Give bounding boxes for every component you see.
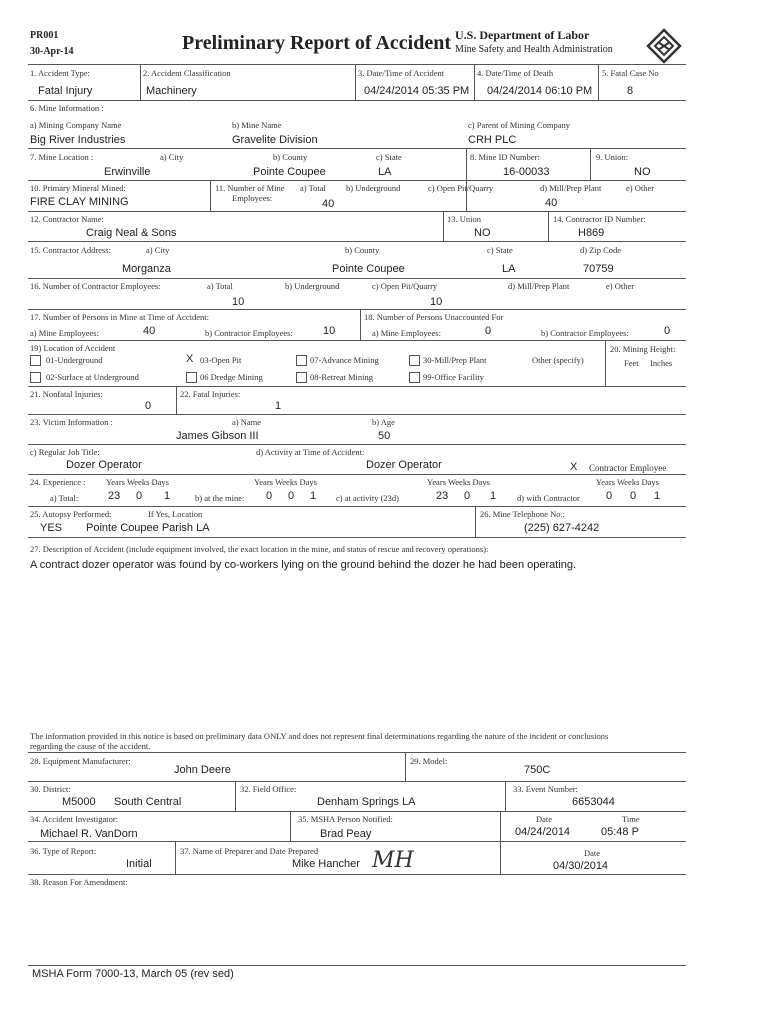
prepared-date-label: Date <box>584 848 601 858</box>
checkbox-surface[interactable] <box>30 372 41 383</box>
contractor-name-label: 12. Contractor Name: <box>30 214 104 224</box>
union-label: 9. Union: <box>596 152 629 162</box>
with-contractor-weeks: 0 <box>630 490 637 502</box>
option-other: Other (specify) <box>532 355 584 365</box>
union-value: NO <box>634 166 651 178</box>
state-value: LA <box>378 166 392 178</box>
feet-label: Feet <box>624 358 639 368</box>
death-time-value: 04/24/2014 06:10 PM <box>487 85 593 97</box>
option-open-pit: 03-Open Pit <box>200 355 242 365</box>
num-employees-label-2: Employees: <box>232 193 273 203</box>
fatal-case-label: 5. Fatal Case No <box>602 68 659 78</box>
agency-subtitle: Mine Safety and Health Administration <box>455 44 613 55</box>
accident-class-label: 2. Accident Classification <box>143 68 231 78</box>
event-number-value: 6653044 <box>572 796 615 808</box>
other-label: e) Other <box>626 183 655 193</box>
contractor-employees-label: 16. Number of Contractor Employees: <box>30 281 161 291</box>
investigator-label: 34. Accident Investigator: <box>30 814 119 824</box>
mineral-label: 10. Primary Mineral Mined: <box>30 183 126 193</box>
contractor-open-pit-value: 10 <box>430 296 443 308</box>
notice-line-1: The information provided in this notice is based on preliminary data ONLY and does not represent final determinations regarding the nature of the incident or conclusions <box>30 731 609 741</box>
preparer-initials: MH <box>372 848 414 873</box>
contractor-zip-value: 70759 <box>583 263 614 275</box>
at-activity-days: 1 <box>490 490 497 502</box>
description-label: 27. Description of Accident (include equipment involved, the exact location in the mine, and status of rescue and recovery operations): <box>30 544 489 554</box>
city-label: a) City <box>160 152 184 162</box>
report-type-value: Initial <box>126 858 152 870</box>
total-exp-days: 1 <box>164 490 171 502</box>
option-retreat: 08-Retreat Mining <box>310 372 374 382</box>
district-name: South Central <box>114 796 182 808</box>
death-time-label: 4. Date/Time of Death <box>477 68 554 78</box>
contractor-mill-label: d) Mill/Prep Plant <box>508 281 570 291</box>
contractor-open-pit-label: c) Open Pit/Quarry <box>372 281 438 291</box>
msha-notified-value: Brad Peay <box>320 828 372 840</box>
parent-label: c) Parent of Mining Company <box>468 120 570 130</box>
with-contractor-label: d) with Contractor <box>517 493 580 503</box>
ywd-header-4: Years Weeks Days <box>596 477 659 487</box>
contractor-state-label: c) State <box>487 245 513 255</box>
at-mine-years: 0 <box>266 490 273 502</box>
preparer-value: Mike Hancher <box>292 858 360 870</box>
notified-date-label: Date <box>536 814 553 824</box>
fatal-case-value: 8 <box>627 85 634 97</box>
amendment-label: 38. Reason For Amendment: <box>30 877 128 887</box>
accident-time-label: 3. Date/Time of Accident <box>358 68 445 78</box>
at-activity-weeks: 0 <box>464 490 471 502</box>
accident-time-value: 04/24/2014 05:35 PM <box>364 85 470 97</box>
victim-info-label: 23. Victim Information : <box>30 417 113 427</box>
contractor-zip-label: d) Zip Code <box>580 245 622 255</box>
contractor-union-value: NO <box>474 227 491 239</box>
unaccounted-label: 18. Number of Persons Unaccounted For <box>364 312 504 322</box>
contractor-id-value: H869 <box>578 227 605 239</box>
checkbox-underground[interactable] <box>30 355 41 366</box>
underground-label: b) Underground <box>346 183 401 193</box>
option-dredge: 06 Dredge Mining <box>200 372 263 382</box>
form-id: PR001 <box>30 30 59 41</box>
unaccounted-contractor-value: 0 <box>664 325 671 337</box>
option-office: 99-Office Facility <box>423 372 484 382</box>
agency-name: U.S. Department of Labor <box>455 28 590 42</box>
with-contractor-days: 1 <box>654 490 661 502</box>
option-underground: 01-Underground <box>46 355 103 365</box>
district-code: M5000 <box>62 796 96 808</box>
mine-id-value: 16-00033 <box>503 166 550 178</box>
page-title: Preliminary Report of Accident <box>182 32 452 54</box>
mine-phone-value: (225) 627-4242 <box>524 522 600 534</box>
victim-name-label: a) Name <box>232 417 262 427</box>
victim-age-label: b) Age <box>372 417 395 427</box>
contractor-address-label: 15. Contractor Address: <box>30 245 111 255</box>
contractor-employees-in-mine-label: b) Contractor Employees: <box>205 328 293 338</box>
contractor-underground-label: b) Underground <box>285 281 340 291</box>
contractor-county-value: Pointe Coupee <box>332 263 405 275</box>
model-value: 750C <box>524 764 551 776</box>
contractor-id-label: 14. Contractor ID Number: <box>553 214 646 224</box>
company-label: a) Mining Company Name <box>30 120 122 130</box>
mill-value: 40 <box>545 197 558 209</box>
unaccounted-mine-label: a) Mine Employees: <box>372 328 441 338</box>
parent-value: CRH PLC <box>468 134 517 146</box>
form-date: 30-Apr-14 <box>30 46 74 57</box>
preparer-label: 37. Name of Preparer and Date Prepared <box>180 846 319 856</box>
manufacturer-label: 28. Equipment Manufacturer: <box>30 756 131 766</box>
contractor-other-label: e) Other <box>606 281 635 291</box>
ywd-header-1: Years Weeks Days <box>106 477 169 487</box>
mine-name-value: Gravelite Division <box>232 134 318 146</box>
num-employees-label: 11. Number of Mine <box>215 183 285 193</box>
msha-logo-icon <box>646 28 682 64</box>
contractor-employee-label: Contractor Employee <box>589 463 667 473</box>
contractor-total-label: a) Total <box>207 281 233 291</box>
company-value: Big River Industries <box>30 134 126 146</box>
option-mill-prep: 30-Mill/Prep Plant <box>423 355 487 365</box>
contractor-employees-in-mine-value: 10 <box>323 325 336 337</box>
description-value: A contract dozer operator was found by co-workers lying on the ground behind the dozer he had been operating. <box>30 559 577 571</box>
ywd-header-2: Years Weeks Days <box>254 477 317 487</box>
nonfatal-value: 0 <box>145 400 152 412</box>
mine-id-label: 8. Mine ID Number: <box>470 152 540 162</box>
mill-label: d) Mill/Prep Plant <box>540 183 602 193</box>
checkbox-retreat[interactable] <box>296 372 307 383</box>
mine-location-label: 7. Mine Location : <box>30 152 94 162</box>
contractor-county-label: b) County <box>345 245 380 255</box>
victim-age-value: 50 <box>378 430 391 442</box>
event-number-label: 33. Event Number: <box>513 784 578 794</box>
location-label: 19) Location of Accident <box>30 343 116 353</box>
contractor-total-value: 10 <box>232 296 245 308</box>
mining-height-label: 20. Mining Height: <box>610 344 676 354</box>
fatal-label: 22. Fatal Injuries: <box>180 389 241 399</box>
open-pit-label: c) Open Pit/Quarry <box>428 183 494 193</box>
at-mine-label: b) at the mine: <box>195 493 245 503</box>
total-exp-weeks: 0 <box>136 490 143 502</box>
persons-in-mine-label: 17. Number of Persons in Mine at Time of Accident: <box>30 312 209 322</box>
total-value: 40 <box>322 198 335 210</box>
city-value: Erwinville <box>104 166 151 178</box>
county-value: Pointe Coupee <box>253 166 326 178</box>
contractor-city-label: a) City <box>146 245 170 255</box>
at-activity-label: c) at activity (23d) <box>336 493 400 503</box>
activity-label: d) Activity at Time of Accident: <box>256 447 365 457</box>
job-title-value: Dozer Operator <box>66 459 142 471</box>
mineral-value: FIRE CLAY MINING <box>30 196 129 208</box>
accident-type-label: 1. Accident Type: <box>30 68 90 78</box>
contractor-city-value: Morganza <box>122 263 171 275</box>
open-pit-check-mark: X <box>186 353 194 365</box>
victim-name-value: James Gibson III <box>176 430 259 442</box>
msha-notified-label: 35. MSHA Person Notified: <box>298 814 393 824</box>
nonfatal-label: 21. Nonfatal Injuries: <box>30 389 103 399</box>
option-surface: 02-Surface at Underground <box>46 372 139 382</box>
prepared-date-value: 04/30/2014 <box>553 860 609 872</box>
total-label: a) Total <box>300 183 326 193</box>
autopsy-value: YES <box>40 522 63 534</box>
experience-label: 24. Experience : <box>30 477 86 487</box>
checkbox-office[interactable] <box>409 372 420 383</box>
fatal-value: 1 <box>275 400 282 412</box>
mine-info-label: 6. Mine Information : <box>30 103 104 113</box>
autopsy-location-value: Pointe Coupee Parish LA <box>86 522 210 534</box>
district-label: 30. District: <box>30 784 71 794</box>
at-mine-days: 1 <box>310 490 317 502</box>
autopsy-label: 25. Autopsy Performed: <box>30 509 112 519</box>
accident-class-value: Machinery <box>146 85 197 97</box>
contractor-union-label: 13. Union <box>447 214 481 224</box>
inches-label: Inches <box>650 358 673 368</box>
mine-employees-label: a) Mine Employees: <box>30 328 99 338</box>
total-exp-years: 23 <box>108 490 121 502</box>
autopsy-location-label: If Yes, Location <box>148 509 203 519</box>
at-mine-weeks: 0 <box>288 490 295 502</box>
model-label: 29. Model: <box>410 756 448 766</box>
county-label: b) County <box>273 152 308 162</box>
at-activity-years: 23 <box>436 490 449 502</box>
unaccounted-mine-value: 0 <box>485 325 492 337</box>
notified-time-value: 05:48 P <box>601 826 639 838</box>
notice-line-2: regarding the cause of the accident. <box>30 741 151 751</box>
mine-name-label: b) Mine Name <box>232 120 282 130</box>
activity-value: Dozer Operator <box>366 459 442 471</box>
notified-time-label: Time <box>622 814 640 824</box>
checkbox-dredge[interactable] <box>186 372 197 383</box>
state-label: c) State <box>376 152 402 162</box>
total-exp-label: a) Total: <box>50 493 79 503</box>
contractor-employee-mark: X <box>570 461 578 473</box>
checkbox-mill-prep[interactable] <box>409 355 420 366</box>
contractor-name-value: Craig Neal & Sons <box>86 227 177 239</box>
investigator-value: Michael R. VanDorn <box>40 828 138 840</box>
option-advance-mining: 07-Advance Mining <box>310 355 379 365</box>
manufacturer-value: John Deere <box>174 764 231 776</box>
job-title-label: c) Regular Job Title: <box>30 447 100 457</box>
contractor-state-value: LA <box>502 263 516 275</box>
with-contractor-years: 0 <box>606 490 613 502</box>
checkbox-advance-mining[interactable] <box>296 355 307 366</box>
field-office-label: 32. Field Office: <box>240 784 297 794</box>
field-office-value: Denham Springs LA <box>317 796 416 808</box>
notified-date-value: 04/24/2014 <box>515 826 571 838</box>
mine-phone-label: 26. Mine Telephone No.: <box>480 509 565 519</box>
mine-employees-value: 40 <box>143 325 156 337</box>
unaccounted-contractor-label: b) Contractor Employees: <box>541 328 629 338</box>
report-type-label: 36. Type of Report: <box>30 846 97 856</box>
ywd-header-3: Years Weeks Days <box>427 477 490 487</box>
accident-type-value: Fatal Injury <box>38 85 93 97</box>
form-number: MSHA Form 7000-13, March 05 (rev sed) <box>32 968 234 980</box>
